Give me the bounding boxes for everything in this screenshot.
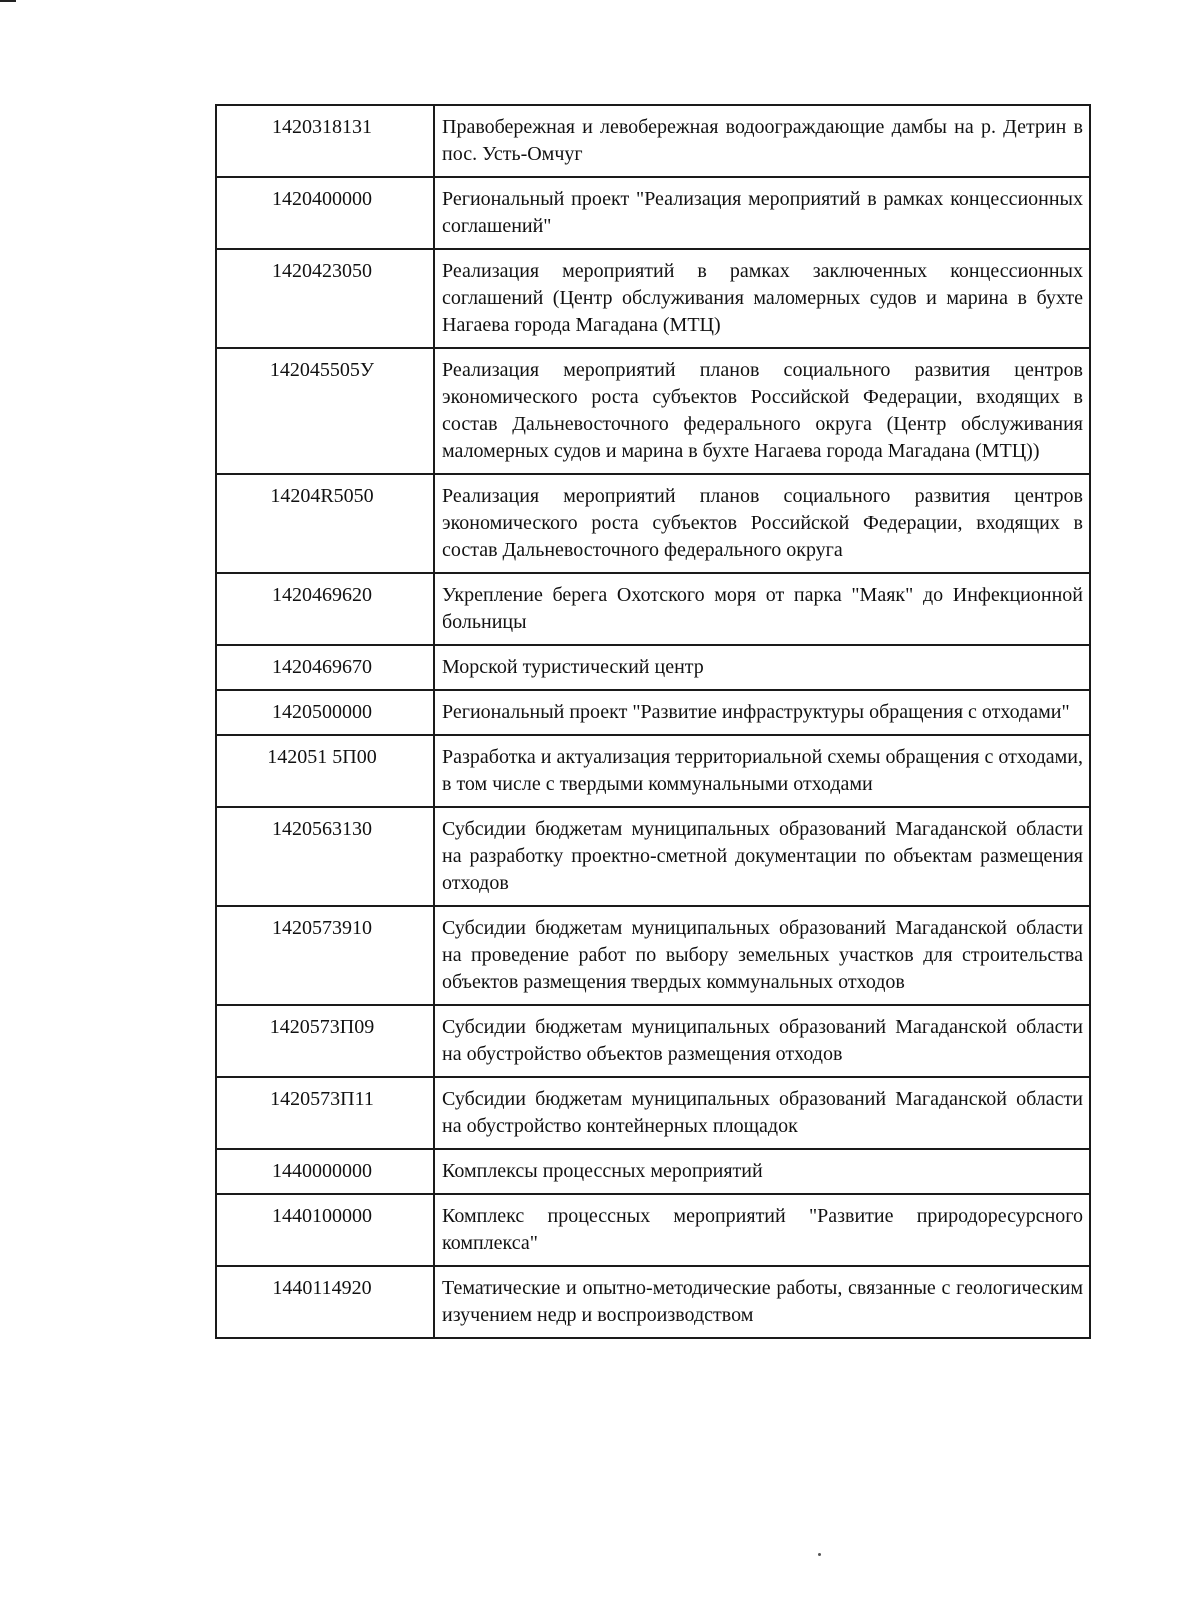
code-cell: 1420423050 — [216, 249, 434, 348]
table-row — [216, 474, 1090, 573]
description-cell: Правобережная и левобережная водоограждающие дамбы на р. Детрин в пос. Усть-Омчуг — [434, 105, 1090, 177]
description-cell: Комплексы процессных мероприятий — [434, 1149, 1090, 1194]
code-cell: 1420400000 — [216, 177, 434, 249]
description-cell: Субсидии бюджетам муниципальных образований Магаданской области на разработку проектно-сметной документации по объектам размещения отходов — [434, 807, 1090, 906]
table-row — [216, 1266, 1090, 1338]
table-row — [216, 807, 1090, 906]
description-cell: Разработка и актуализация территориальной схемы обращения с отходами, в том числе с твердыми коммунальными отходами — [434, 735, 1090, 807]
code-cell: 1440000000 — [216, 1149, 434, 1194]
description-cell: Региональный проект "Реализация мероприятий в рамках концессионных соглашений" — [434, 177, 1090, 249]
table-row — [216, 1005, 1090, 1077]
description-cell: Субсидии бюджетам муниципальных образований Магаданской области на проведение работ по выбору земельных участков для строительства объектов размещения твердых коммунальных отходов — [434, 906, 1090, 1005]
description-cell: Реализация мероприятий планов социального развития центров экономического роста субъектов Российской Федерации, входящих в состав Дальневосточного федерального округа — [434, 474, 1090, 573]
description-cell: Укрепление берега Охотского моря от парка "Маяк" до Инфекционной больницы — [434, 573, 1090, 645]
description-cell: Региональный проект "Развитие инфраструктуры обращения с отходами" — [434, 690, 1090, 735]
description-cell: Морской туристический центр — [434, 645, 1090, 690]
code-cell: 142051 5П00 — [216, 735, 434, 807]
scan-speck — [818, 1553, 821, 1556]
table-row — [216, 1077, 1090, 1149]
page-corner-mark — [0, 0, 16, 2]
table-row — [216, 1149, 1090, 1194]
code-cell: 1440114920 — [216, 1266, 434, 1338]
description-cell: Тематические и опытно-методические работы, связанные с геологическим изучением недр и воспроизводством — [434, 1266, 1090, 1338]
table-row — [216, 105, 1090, 177]
code-cell: 1420573П09 — [216, 1005, 434, 1077]
code-cell: 1420573П11 — [216, 1077, 434, 1149]
table-row — [216, 906, 1090, 1005]
description-cell: Реализация мероприятий планов социального развития центров экономического роста субъектов Российской Федерации, входящих в состав Дальневосточного федерального округа (Центр обслуживания маломерных судов и марина в бухте Нагаева города Магадана (МТЦ)) — [434, 348, 1090, 474]
description-cell: Реализация мероприятий в рамках заключенных концессионных соглашений (Центр обслуживания маломерных судов и марина в бухте Нагаева города Магадана (МТЦ) — [434, 249, 1090, 348]
code-cell: 1420573910 — [216, 906, 434, 1005]
code-cell: 1420469620 — [216, 573, 434, 645]
description-cell: Субсидии бюджетам муниципальных образований Магаданской области на обустройство контейнерных площадок — [434, 1077, 1090, 1149]
code-cell: 1420563130 — [216, 807, 434, 906]
table-row — [216, 645, 1090, 690]
table-row — [216, 177, 1090, 249]
code-cell: 14204R5050 — [216, 474, 434, 573]
code-cell: 1420500000 — [216, 690, 434, 735]
budget-code-table — [215, 104, 1091, 1339]
table-row — [216, 1194, 1090, 1266]
description-cell: Комплекс процессных мероприятий "Развитие природоресурсного комплекса" — [434, 1194, 1090, 1266]
table-row — [216, 573, 1090, 645]
table-row — [216, 348, 1090, 474]
code-cell: 1420469670 — [216, 645, 434, 690]
description-cell: Субсидии бюджетам муниципальных образований Магаданской области на обустройство объектов размещения отходов — [434, 1005, 1090, 1077]
code-cell: 142045505У — [216, 348, 434, 474]
table-row — [216, 249, 1090, 348]
table-row — [216, 690, 1090, 735]
table-row — [216, 735, 1090, 807]
code-cell: 1440100000 — [216, 1194, 434, 1266]
code-cell: 1420318131 — [216, 105, 434, 177]
